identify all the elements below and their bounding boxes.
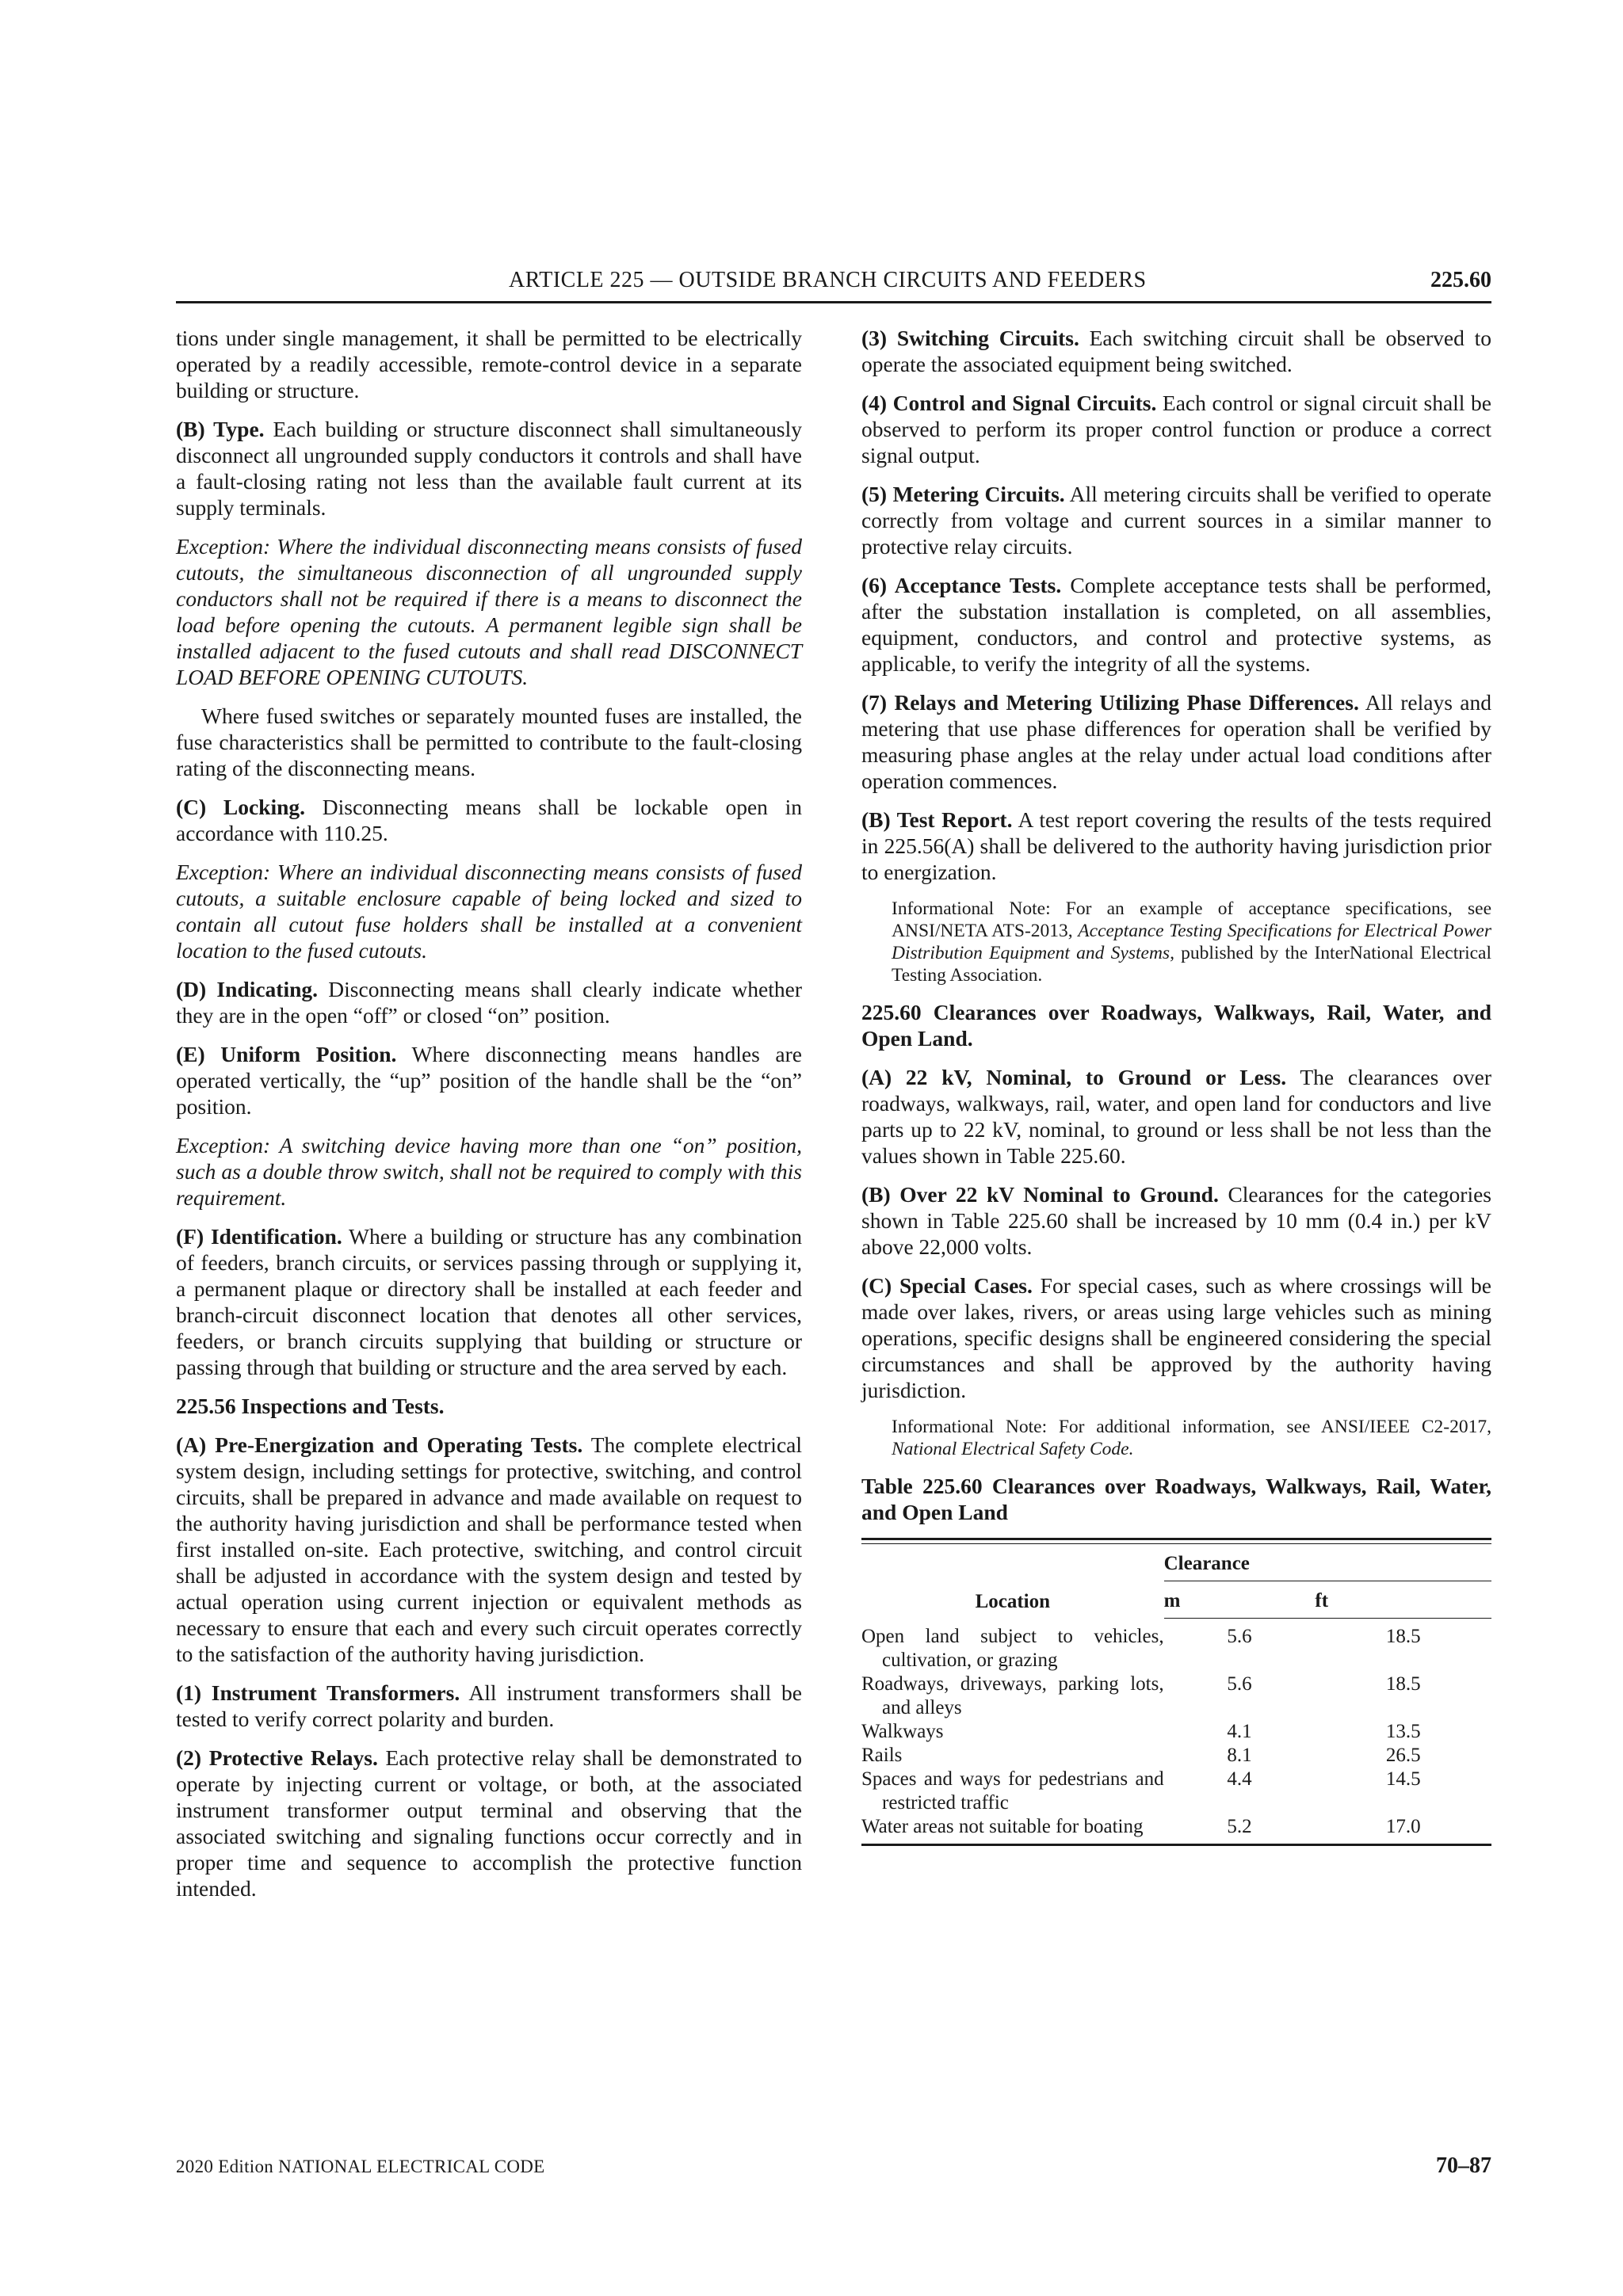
item-1-instrument-transformers: [176, 1680, 802, 1732]
item-5-metering-circuits: [861, 481, 1491, 559]
clearance-ft-cell: 18.5: [1385, 1672, 1421, 1695]
paragraph-f-identification: [176, 1223, 802, 1380]
paragraph-label: (5) Metering Circuits.: [861, 482, 1065, 506]
item-4-control-signal-circuits: [861, 390, 1491, 468]
note-text: published by the InterNational Electrical Testing Association.: [892, 943, 1491, 986]
paragraph-text: All instrument transformers shall be tested to verify correct polarity and burden.: [176, 1680, 802, 1731]
table-row: [861, 1768, 1491, 1815]
paragraph-label: (C) Locking.: [176, 795, 306, 819]
section-heading-225-60: 225.60 Clearances over Roadways, Walkways, Rail, Water, and Open Land.: [861, 1000, 1491, 1051]
paragraph-label: (3) Switching Circuits.: [861, 326, 1079, 350]
location-text: Rails: [861, 1744, 903, 1766]
location-text: Open land subject to vehicles, cultivation, or grazing: [861, 1625, 1164, 1671]
article-title: ARTICLE 225 — OUTSIDE BRANCH CIRCUITS AND FEEDERS: [509, 268, 1147, 292]
clearance-ft-cell: 18.5: [1385, 1626, 1421, 1647]
paragraph-text: For special cases, such as where crossings will be made over lakes, rivers, or areas using large vehicles such as mining operations, specific designs shall be engineered considering the special circumstances and shall be approved by the authority having jurisdiction.: [861, 1273, 1491, 1402]
continued-paragraph: tions under single management, it shall be permitted to be electrically operated by a readily accessible, remote-control device in a separate building or structure.: [176, 326, 802, 402]
clearance-m-cell: 4.4: [1227, 1768, 1252, 1790]
paragraph-label: (F) Identification.: [176, 1224, 342, 1249]
paragraph-fused-switches: Where fused switches or separately mounted fuses are installed, the fuse characteristics shall be permitted to contribute to the fault-closing rating of the disconnecting means.: [176, 704, 802, 780]
exception-fused-cutouts: Exception: Where the individual disconnecting means consists of fused cutouts, the simultaneous disconnection of all ungrounded supply conductors shall not be required if there is a means to disconnect the load before opening the cutouts. A permanent legible sign shall be installed adjacent to the fused cutouts and shall read DISCONNECT LOAD BEFORE OPENING CUTOUTS.: [176, 534, 802, 689]
clearance-ft-cell: 13.5: [1385, 1720, 1421, 1742]
column-header-location: Location: [975, 1590, 1051, 1612]
location-cell: [861, 1672, 1164, 1720]
informational-note-acceptance: [861, 898, 1491, 986]
note-publication-title: Acceptance Testing Specifications for Electrical Power Distribution Equipment and Systems,: [892, 921, 1491, 963]
paragraph-b-test-report: [861, 807, 1491, 885]
note-publication-title: National Electrical Safety Code.: [892, 1439, 1134, 1459]
column-header-ft: ft: [1315, 1581, 1491, 1619]
location-cell: [861, 1744, 1164, 1768]
clearance-m-cell: 4.1: [1227, 1720, 1252, 1742]
location-text: Roadways, driveways, parking lots, and alleys: [861, 1672, 1164, 1718]
paragraph-a-pre-energization: [176, 1432, 802, 1667]
note-text: Informational Note: For additional information, see ANSI/IEEE C2-2017,: [892, 1417, 1491, 1437]
clearance-m-cell: 5.2: [1164, 1815, 1316, 1845]
paragraph-text: All metering circuits shall be verified to operate correctly from voltage and current sources in a similar manner to protective relay circuits.: [861, 482, 1491, 559]
clearance-ft-cell: 17.0: [1315, 1815, 1491, 1845]
paragraph-text: Complete acceptance tests shall be performed, after the substation installation is completed, on all assemblies, equipment, conductors, and control and protective systems, as applicable, to verify the integrity of all the systems.: [861, 573, 1491, 676]
paragraph-b-type: [176, 416, 802, 521]
item-3-switching-circuits: [861, 325, 1491, 377]
paragraph-c-special-cases: [861, 1272, 1491, 1403]
location-cell: [861, 1768, 1164, 1815]
paragraph-label: (2) Protective Relays.: [176, 1745, 378, 1770]
paragraph-e-uniform-position: [176, 1041, 802, 1119]
clearance-ft-cell: 26.5: [1385, 1744, 1421, 1766]
paragraph-label: (A) Pre-Energization and Operating Tests.: [176, 1432, 583, 1457]
paragraph-text: Where a building or structure has any combination of feeders, branch circuits, or services passing through or supplying it, a permanent plaque or directory shall be installed at each feeder and branch-circuit disconnect location that denotes all other services, feeders, or branch circuits supplying that building or structure or passing through that building or structure and the area served by each.: [176, 1224, 802, 1379]
paragraph-c-locking: [176, 794, 802, 846]
location-cell: [861, 1619, 1164, 1672]
table-title: Table 225.60 Clearances over Roadways, Walkways, Rail, Water, and Open Land: [861, 1474, 1491, 1524]
paragraph-b-over-22kv: [861, 1181, 1491, 1260]
exception-switching-device: Exception: A switching device having more than one “on” position, such as a double throw switch, shall not be required to comply with this requirement.: [176, 1133, 802, 1210]
left-column: [176, 325, 802, 1914]
paragraph-d-indicating: [176, 976, 802, 1028]
column-header-m: m: [1164, 1581, 1316, 1619]
paragraph-text: Each control or signal circuit shall be observed to perform its proper control function or produce a correct signal output.: [861, 391, 1491, 467]
table-row: [861, 1619, 1491, 1672]
clearance-ft-cell: 14.5: [1385, 1768, 1421, 1790]
footer-page-number: 70–87: [1436, 2153, 1491, 2178]
paragraph-text: Each switching circuit shall be observed to operate the associated equipment being switched.: [861, 326, 1491, 376]
paragraph-text: Disconnecting means shall be lockable open in accordance with 110.25.: [176, 795, 803, 845]
table-body: [861, 1619, 1491, 1845]
right-column: [861, 325, 1491, 1846]
paragraph-text: Where disconnecting means handles are operated vertically, the “up” position of the handle shall be the “on” position.: [176, 1042, 802, 1119]
paragraph-text: Each building or structure disconnect shall simultaneously disconnect all ungrounded supply conductors it controls and shall have a fault-closing rating not less than the available fault current at its supply terminals.: [176, 417, 802, 520]
table-row: [861, 1815, 1491, 1845]
note-text: Informational Note: For an example of acceptance specifications, see ANSI/NETA ATS-2013,: [892, 898, 1491, 941]
location-text: Water areas not suitable for boating: [861, 1815, 1144, 1837]
clearances-table: [861, 1538, 1491, 1846]
paragraph-text: Each protective relay shall be demonstrated to operate by injecting current or voltage, or both, at the associated instrument transformer output terminal and observing that the associated switching and signaling functions occur correctly and in proper time and sequence to accomplish the protective function intended.: [176, 1745, 802, 1901]
exception-enclosure: Exception: Where an individual disconnecting means consists of fused cutouts, a suitable enclosure capable of being locked and sized to contain all cutout fuse holders shall be installed at a convenient location to the fused cutouts.: [176, 860, 802, 963]
paragraph-label: (D) Indicating.: [176, 977, 319, 1001]
table-row: [861, 1744, 1491, 1768]
paragraph-label: (7) Relays and Metering Utilizing Phase Differences.: [861, 690, 1359, 715]
table-row: [861, 1672, 1491, 1720]
paragraph-label: (C) Special Cases.: [861, 1273, 1033, 1298]
paragraph-label: (B) Type.: [176, 417, 265, 441]
paragraph-label: (E) Uniform Position.: [176, 1042, 397, 1066]
paragraph-label: (B) Over 22 kV Nominal to Ground.: [861, 1182, 1219, 1207]
column-group-clearance: Clearance: [1164, 1544, 1491, 1581]
paragraph-a-22kv: [861, 1064, 1491, 1169]
paragraph-text: The clearances over roadways, walkways, rail, water, and open land for conductors and live parts up to 22 kV, nominal, to ground or less shall be not less than the values shown in Table 225.60.: [861, 1065, 1491, 1168]
paragraph-text: Clearances for the categories shown in Table 225.60 shall be increased by 10 mm (0.4 in.) per kV above 22,000 volts.: [861, 1182, 1491, 1259]
location-cell: [861, 1815, 1164, 1845]
item-6-acceptance-tests: [861, 572, 1491, 677]
paragraph-label: (4) Control and Signal Circuits.: [861, 391, 1157, 415]
paragraph-text: The complete electrical system design, including settings for protective, switching, and control circuits, shall be prepared in advance and made available on request to the authority having jurisdiction and shall be performance tested when first installed on-site. Each protective, switching, and control circuit shall be adjusted in accordance with the system design and tested by actual operation using current injection or equivalent methods as necessary to ensure that each and every such circuit operates correctly to the satisfaction of the authority having jurisdiction.: [176, 1432, 802, 1666]
running-header: [176, 266, 1491, 303]
header-section-number: 225.60: [1430, 268, 1491, 292]
table-row: [861, 1720, 1491, 1744]
item-7-phase-differences: [861, 689, 1491, 794]
clearance-m-cell: 5.6: [1227, 1672, 1252, 1695]
paragraph-label: (A) 22 kV, Nominal, to Ground or Less.: [861, 1065, 1287, 1089]
footer-edition: 2020 Edition NATIONAL ELECTRICAL CODE: [176, 2157, 545, 2176]
location-text: Spaces and ways for pedestrians and restricted traffic: [861, 1768, 1164, 1814]
paragraph-label: (6) Acceptance Tests.: [861, 573, 1062, 597]
location-text: Walkways: [861, 1720, 944, 1742]
paragraph-text: A test report covering the results of the tests required in 225.56(A) shall be delivered to the authority having jurisdiction prior to energization.: [861, 807, 1491, 884]
location-cell: [861, 1720, 1164, 1744]
paragraph-text: Disconnecting means shall clearly indicate whether they are in the open “off” or closed “on” position.: [176, 977, 802, 1028]
clearance-m-cell: 8.1: [1227, 1744, 1252, 1766]
informational-note-nesc: [861, 1416, 1491, 1460]
clearance-m-cell: 5.6: [1227, 1626, 1252, 1647]
item-2-protective-relays: [176, 1745, 802, 1901]
section-heading-225-56: 225.56 Inspections and Tests.: [176, 1394, 445, 1418]
paragraph-text: All relays and metering that use phase differences for operation shall be verified by measuring phase angles at the relay under actual load conditions after operation commences.: [861, 690, 1491, 793]
paragraph-label: (B) Test Report.: [861, 807, 1013, 832]
paragraph-label: (1) Instrument Transformers.: [176, 1680, 460, 1705]
